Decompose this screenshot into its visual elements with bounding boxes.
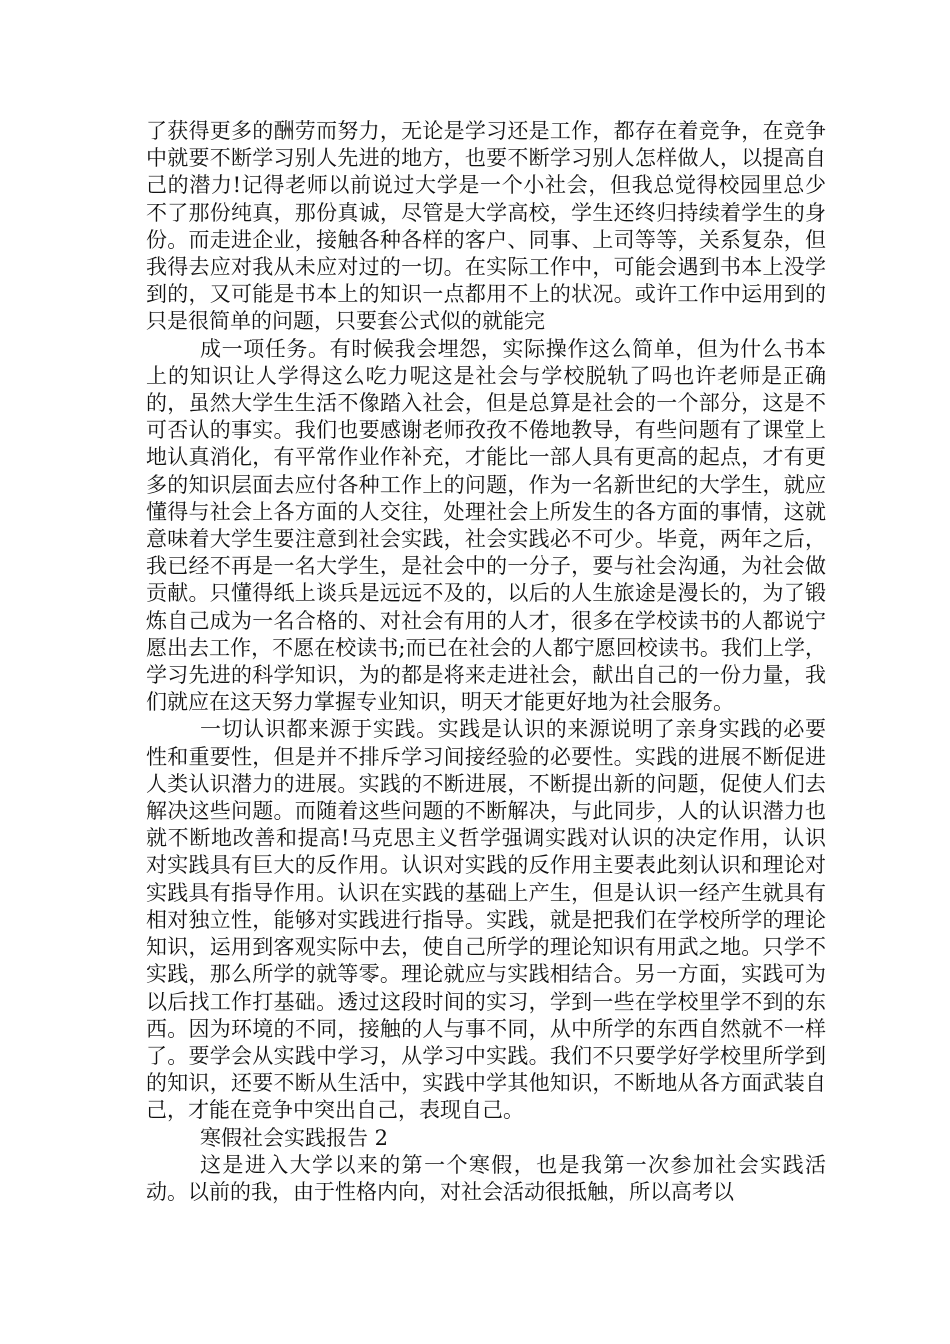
paragraph-4: 这是进入大学以来的第一个寒假，也是我第一次参加社会实践活动。以前的我，由于性格内向，对社会活动很抵触，所以高考以 [146,1152,826,1204]
document-body [146,118,826,1206]
paragraph-2: 成一项任务。有时候我会埋怨，实际操作这么简单，但为什么书本上的知识让人学得这么吃力呢这是社会与学校脱轨了吗也许老师是正确的，虽然大学生生活不像踏入社会，但是总算是社会的一个部分，这是不可否认的事实。我们也要感谢老师孜孜不倦地教导，有些问题有了课堂上地认真消化，有平常作业作补充，才能比一部人具有更高的起点，才有更多的知识层面去应付各种工作上的问题，作为一名新世纪的大学生，就应懂得与社会上各方面的人交往，处理社会上所发生的各方面的事情，这就意味着大学生要注意到社会实践，社会实践必不可少。毕竟，两年之后，我已经不再是一名大学生，是社会中的一分子，要与社会沟通，为社会做贡献。只懂得纸上谈兵是远远不及的，以后的人生旅途是漫长的，为了锻炼自己成为一名合格的、对社会有用的人才，很多在学校读书的人都说宁愿出去工作，不愿在校读书;而已在社会的人都宁愿回校读书。我们上学，学习先进的科学知识，为的都是将来走进社会，献出自己的一份力量，我们就应在这天努力掌握专业知识，明天才能更好地为社会服务。 [146,336,826,715]
paragraph-3: 一切认识都来源于实践。实践是认识的来源说明了亲身实践的必要性和重要性，但是并不排斥学习间接经验的必要性。实践的进展不断促进人类认识潜力的进展。实践的不断进展，不断提出新的问题，促使人们去解决这些问题。而随着这些问题的不断解决，与此同步，人的认识潜力也就不断地改善和提高!马克思主义哲学强调实践对认识的决定作用，认识对实践具有巨大的反作用。认识对实践的反作用主要表此刻认识和理论对实践具有指导作用。认识在实践的基础上产生，但是认识一经产生就具有相对独立性，能够对实践进行指导。实践，就是把我们在学校所学的理论知识，运用到客观实际中去，使自己所学的理论知识有用武之地。只学不实践，那么所学的就等零。理论就应与实践相结合。另一方面，实践可为以后找工作打基础。透过这段时间的实习，学到一些在学校里学不到的东西。因为环境的不同，接触的人与事不同，从中所学的东西自然就不一样了。要学会从实践中学习，从学习中实践。我们不只要学好学校里所学到的知识，还要不断从生活中，实践中学其他知识，不断地从各方面武装自己，才能在竞争中突出自己，表现自己。 [146,717,826,1123]
paragraph-1: 了获得更多的酬劳而努力，无论是学习还是工作，都存在着竞争，在竞争中就要不断学习别人先进的地方，也要不断学习别人怎样做人，以提高自己的潜力!记得老师以前说过大学是一个小社会，但我总觉得校园里总少不了那份纯真，那份真诚，尽管是大学高校，学生还终归持续着学生的身份。而走进企业，接触各种各样的客户、同事、上司等等，关系复杂，但我得去应对我从未应对过的一切。在实际工作中，可能会遇到书本上没学到的，又可能是书本上的知识一点都用不上的状况。或许工作中运用到的只是很简单的问题，只要套公式似的就能完 [146,119,826,334]
section-heading: 寒假社会实践报告 2 [200,1125,389,1150]
